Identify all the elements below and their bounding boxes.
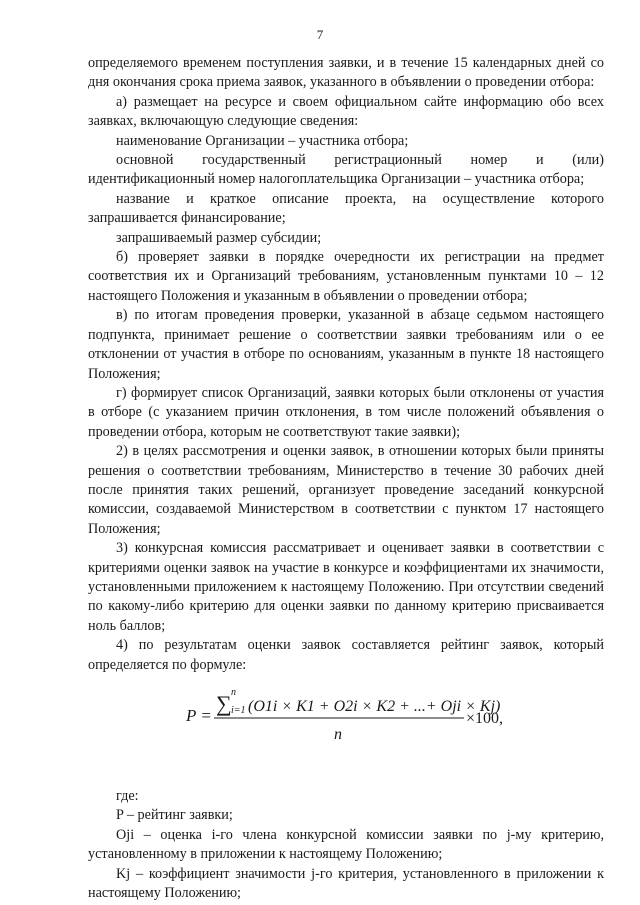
paragraph: 3) конкурсная комиссия рассматривает и оценивает заявки в соответствии с критериями оценки заявок на участие в конкурсе и коэффициентами их значимости, установленными приложением к настоящему Положению. При отсутствии сведений по какому-либо критерию для оценки заявки по данному критерию присваивается ноль баллов; [88, 540, 604, 634]
paragraph: 4) по результатам оценки заявок составляется рейтинг заявок, который определяется по формуле: [88, 637, 604, 673]
paragraph: название и краткое описание проекта, на осуществление которого запрашивается финансирование; [88, 190, 604, 227]
formula-numerator: (O1i × K1 + O2i × K2 + ...+ Oji × Kj) [248, 698, 501, 715]
paragraph: б) проверяет заявки в порядке очередности их регистрации на предмет соответствия их и Организаций требованиям, установленным пунктами 10 – 12 настоящего Положения и указанным в объявлении о проведении отбора; [88, 249, 604, 304]
paragraph: в) по итогам проведения проверки, указанной в абзаце седьмом настоящего подпункта, принимает решение о соответствии заявки требованиям или о ее отклонении от участия в отборе по основаниям, указанным в пункте 18 настоящего Положения; [88, 307, 604, 382]
formula-sum-sign: ∑ [216, 691, 232, 716]
definition: где: [116, 788, 139, 804]
paragraph: наименование Организации – участника отбора; [116, 132, 409, 149]
paragraph: 2) в целях рассмотрения и оценки заявок, в отношении которых были приняты решения о соответствии требованиям, Министерство в течение 30 рабочих дней после принятия таких решений, организует проведение заседаний конкурсной комиссии, создаваемой Министерством в соответствии с пунктом 17 настоящего Положения; [88, 443, 604, 537]
paragraph: основной государственный регистрационный номер и (или) идентификационный номер налогоплательщика Организации – участника отбора; [88, 152, 604, 188]
page-number: 7 [316, 27, 324, 42]
document-body [88, 54, 604, 903]
paragraph: определяемого временем поступления заявки, и в течение 15 календарных дней со дня окончания срока приема заявок, указанного в объявлении о проведении отбора: [88, 55, 604, 91]
definition: P – рейтинг заявки; [116, 807, 233, 824]
formula-denominator: n [334, 726, 342, 743]
formula-lhs: P = [186, 706, 212, 725]
formula-svg [88, 675, 604, 787]
paragraph: запрашиваемый размер субсидии; [116, 229, 322, 246]
paragraph: г) формирует список Организаций, заявки которых были отклонены от участия в отборе (с указанием причин отклонения, в том числе положений объявления о проведении отбора, которым не соответствуют такие заявки); [88, 384, 604, 440]
rating-formula [88, 675, 604, 787]
paragraph: а) размещает на ресурсе и своем официальном сайте информацию обо всех заявках, включающую следующие сведения: [88, 93, 604, 130]
formula-sum-lower: i=1 [231, 705, 246, 716]
formula-sum-upper: n [231, 687, 236, 698]
definition: Kj – коэффициент значимости j-го критерия, установленного в приложении к настоящему Положению; [88, 865, 604, 902]
formula-multiplier: ×100, [466, 710, 504, 727]
definition: Oji – оценка i-го члена конкурсной комиссии заявки по j-му критерию, установленному в приложении к настоящему Положению; [88, 826, 604, 863]
